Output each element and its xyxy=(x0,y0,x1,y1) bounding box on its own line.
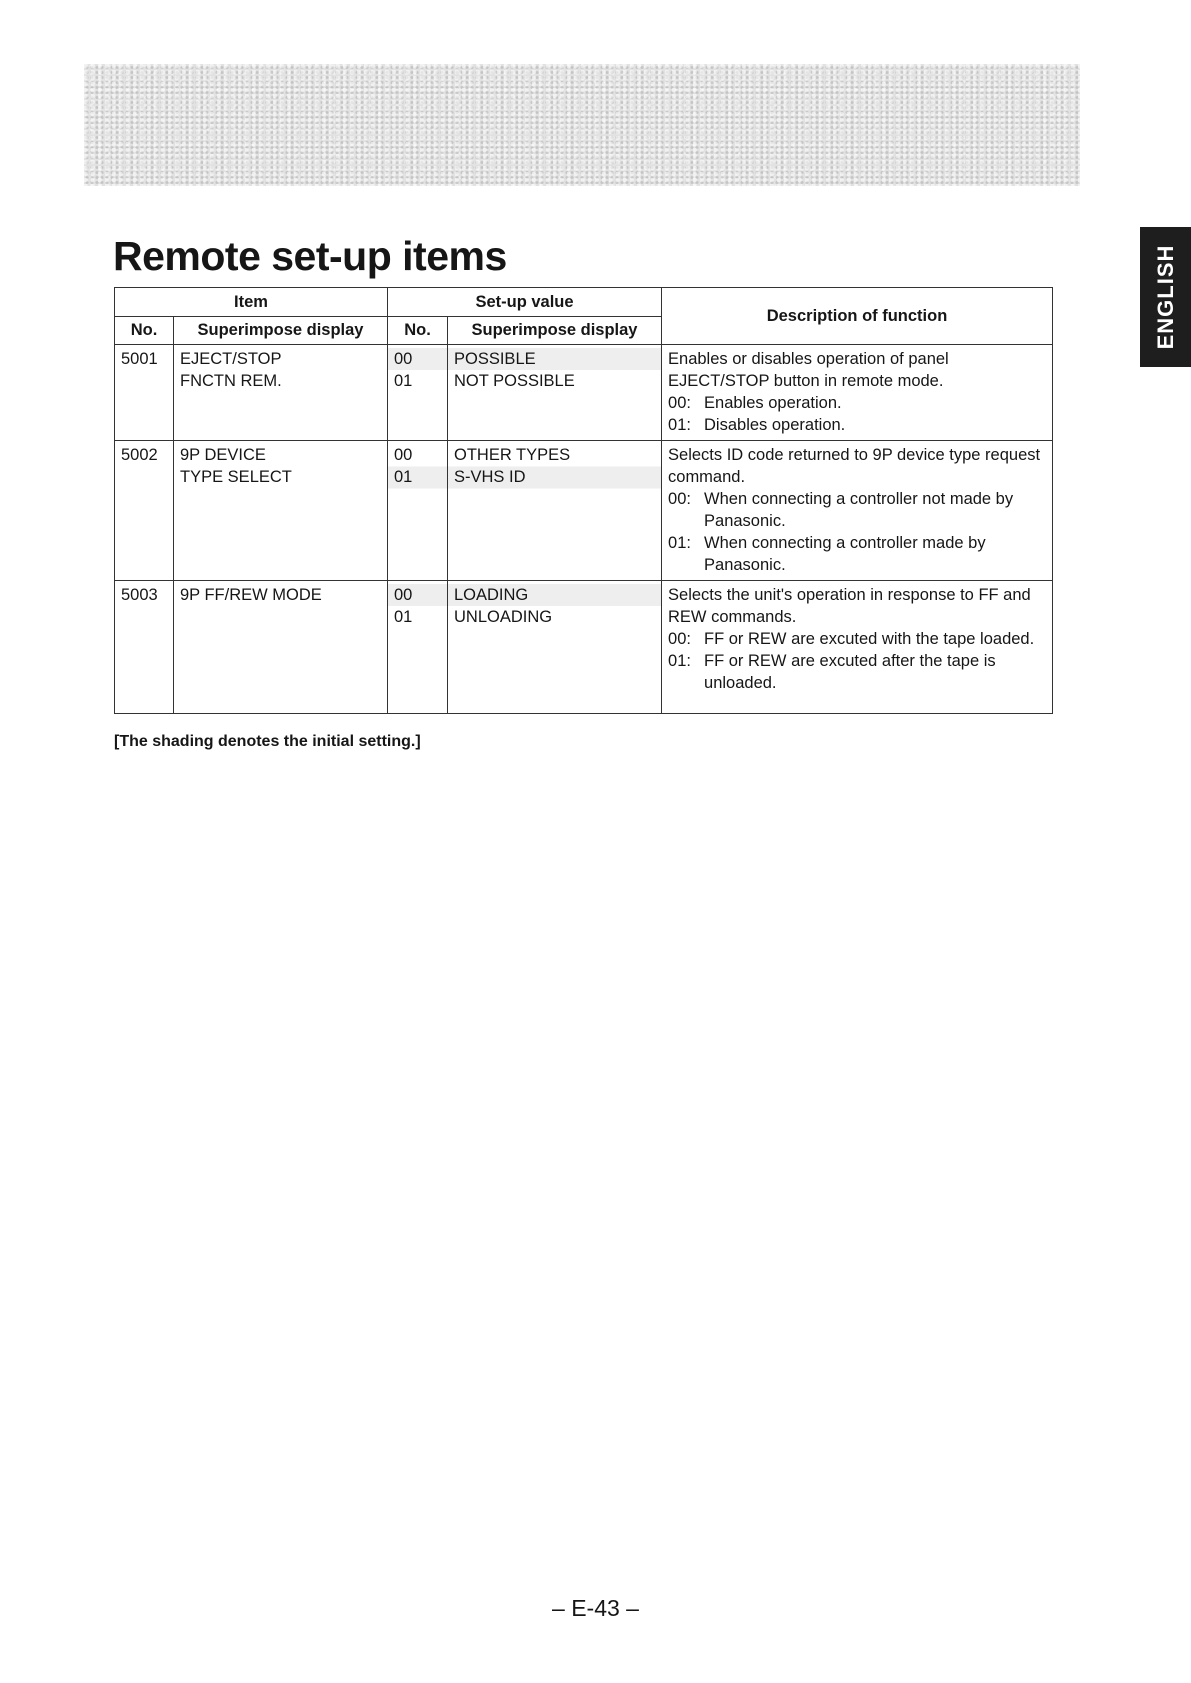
page-title: Remote set-up items xyxy=(113,233,507,279)
header-item: Item xyxy=(115,288,388,317)
header-value-no: No. xyxy=(388,317,448,345)
header-texture-band xyxy=(84,64,1080,186)
value-display: POSSIBLE NOT POSSIBLE xyxy=(448,345,662,441)
table-row xyxy=(115,581,1053,714)
language-tab-label: ENGLISH xyxy=(1152,244,1178,350)
description: Selects ID code returned to 9P device type request command. 00: When connecting a controller not made by Panasonic. 01: When connecting a controller made by Panasonic. xyxy=(662,441,1053,581)
header-item-no: No. xyxy=(115,317,174,345)
item-display: EJECT/STOP FNCTN REM. xyxy=(174,345,388,441)
item-no: 5003 xyxy=(115,581,174,714)
description: Selects the unit's operation in response to FF and REW commands. 00: FF or REW are excuted with the tape loaded. 01: FF or REW are excuted after the tape is unloaded. xyxy=(662,581,1053,714)
value-no: 00 01 xyxy=(388,581,448,714)
value-display: LOADING UNLOADING xyxy=(448,581,662,714)
item-no: 5001 xyxy=(115,345,174,441)
item-no: 5002 xyxy=(115,441,174,581)
shading-note: [The shading denotes the initial setting.] xyxy=(114,733,421,750)
header-value-display: Superimpose display xyxy=(448,317,662,345)
remote-setup-table xyxy=(114,287,1053,714)
item-display: 9P FF/REW MODE xyxy=(174,581,388,714)
value-no: 00 01 xyxy=(388,345,448,441)
header-setup-value: Set-up value xyxy=(388,288,662,317)
language-tab xyxy=(1140,227,1191,367)
table-row xyxy=(115,345,1053,441)
header-item-display: Superimpose display xyxy=(174,317,388,345)
table-row xyxy=(115,441,1053,581)
description: Enables or disables operation of panel EJECT/STOP button in remote mode. 00: Enables operation. 01: Disables operation. xyxy=(662,345,1053,441)
page-number: – E-43 – xyxy=(552,1595,639,1621)
value-no: 00 01 xyxy=(388,441,448,581)
header-description: Description of function xyxy=(662,288,1053,345)
value-display: OTHER TYPES S-VHS ID xyxy=(448,441,662,581)
item-display: 9P DEVICE TYPE SELECT xyxy=(174,441,388,581)
